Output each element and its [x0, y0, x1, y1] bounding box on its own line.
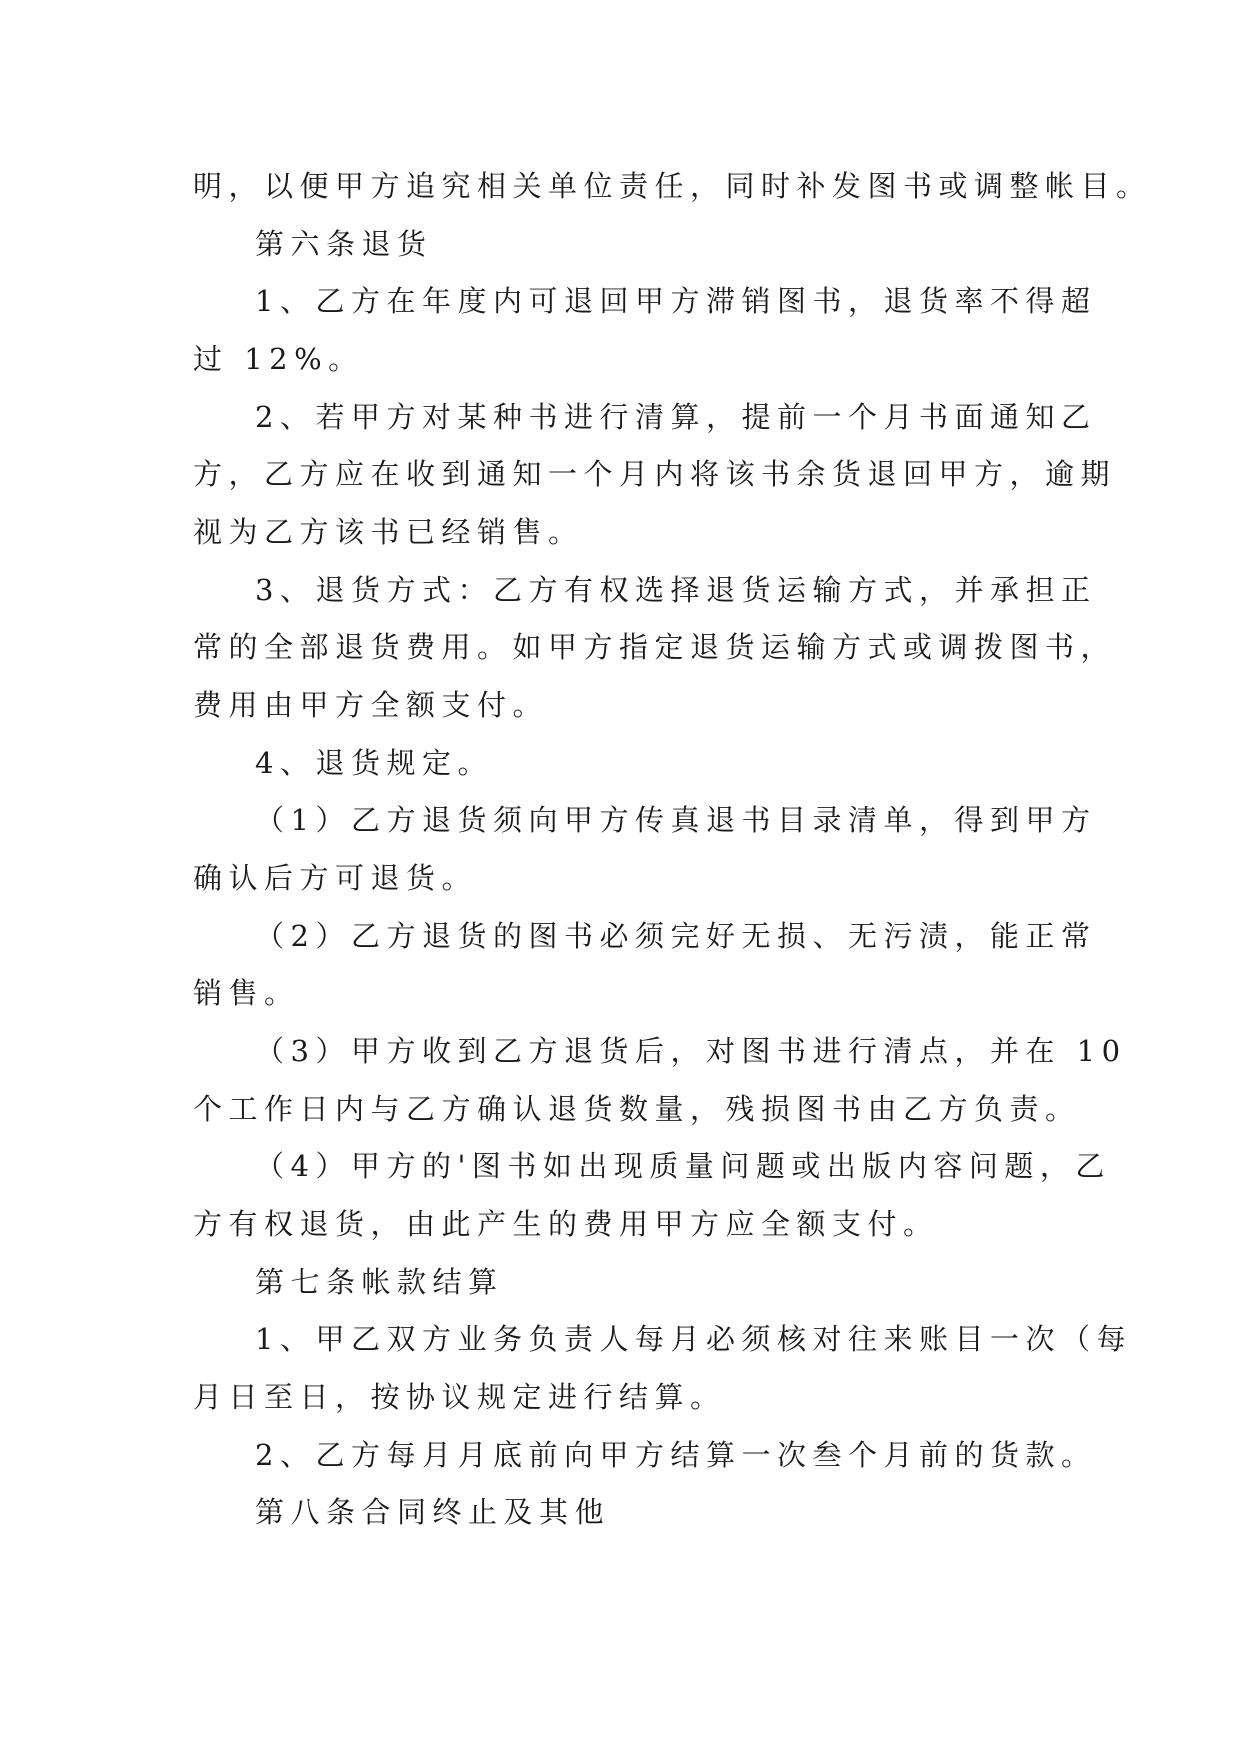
text-line: 1、甲乙双方业务负责人每月必须核对往来账目一次（每 — [255, 1322, 1132, 1356]
text-line: 2、若甲方对某种书进行清算，提前一个月书面通知乙 — [255, 400, 1097, 434]
text-line: 销售。 — [193, 976, 300, 1010]
text-line: （4）甲方的'图书如出现质量问题或出版内容问题，乙 — [255, 1149, 1111, 1183]
text-line: 月日至日，按协议规定进行结算。 — [193, 1380, 726, 1414]
section-heading-8: 第八条合同终止及其他 — [255, 1495, 611, 1529]
text-line: 确认后方可退货。 — [193, 861, 478, 895]
text-line: 4、退货规定。 — [255, 746, 493, 780]
text-line: （3）甲方收到乙方退货后，对图书进行清点，并在 10 — [255, 1034, 1127, 1068]
text-line: 3、退货方式：乙方有权选择退货运输方式，并承担正 — [255, 573, 1097, 607]
section-heading-7: 第七条帐款结算 — [255, 1265, 504, 1299]
text-line: 明，以便甲方追究相关单位责任，同时补发图书或调整帐目。 — [193, 169, 1152, 203]
text-line: 视为乙方该书已经销售。 — [193, 515, 584, 549]
text-line: 方，乙方应在收到通知一个月内将该书余货退回甲方，逾期 — [193, 457, 1117, 491]
text-line: 过 12%。 — [193, 342, 364, 376]
text-line: （1）乙方退货须向甲方传真退书目录清单，得到甲方 — [255, 803, 1097, 837]
text-line: 费用由甲方全额支付。 — [193, 688, 549, 722]
text-line: 2、乙方每月月底前向甲方结算一次叁个月前的货款。 — [255, 1438, 1097, 1472]
text-line: 方有权退货，由此产生的费用甲方应全额支付。 — [193, 1207, 939, 1241]
text-line: 个工作日内与乙方确认退货数量，残损图书由乙方负责。 — [193, 1092, 1081, 1126]
text-line: 1、乙方在年度内可退回甲方滞销图书，退货率不得超 — [255, 284, 1097, 318]
section-heading-6: 第六条退货 — [255, 227, 433, 261]
text-line: （2）乙方退货的图书必须完好无损、无污渍，能正常 — [255, 919, 1097, 953]
text-line: 常的全部退货费用。如甲方指定退货运输方式或调拨图书， — [193, 630, 1117, 664]
